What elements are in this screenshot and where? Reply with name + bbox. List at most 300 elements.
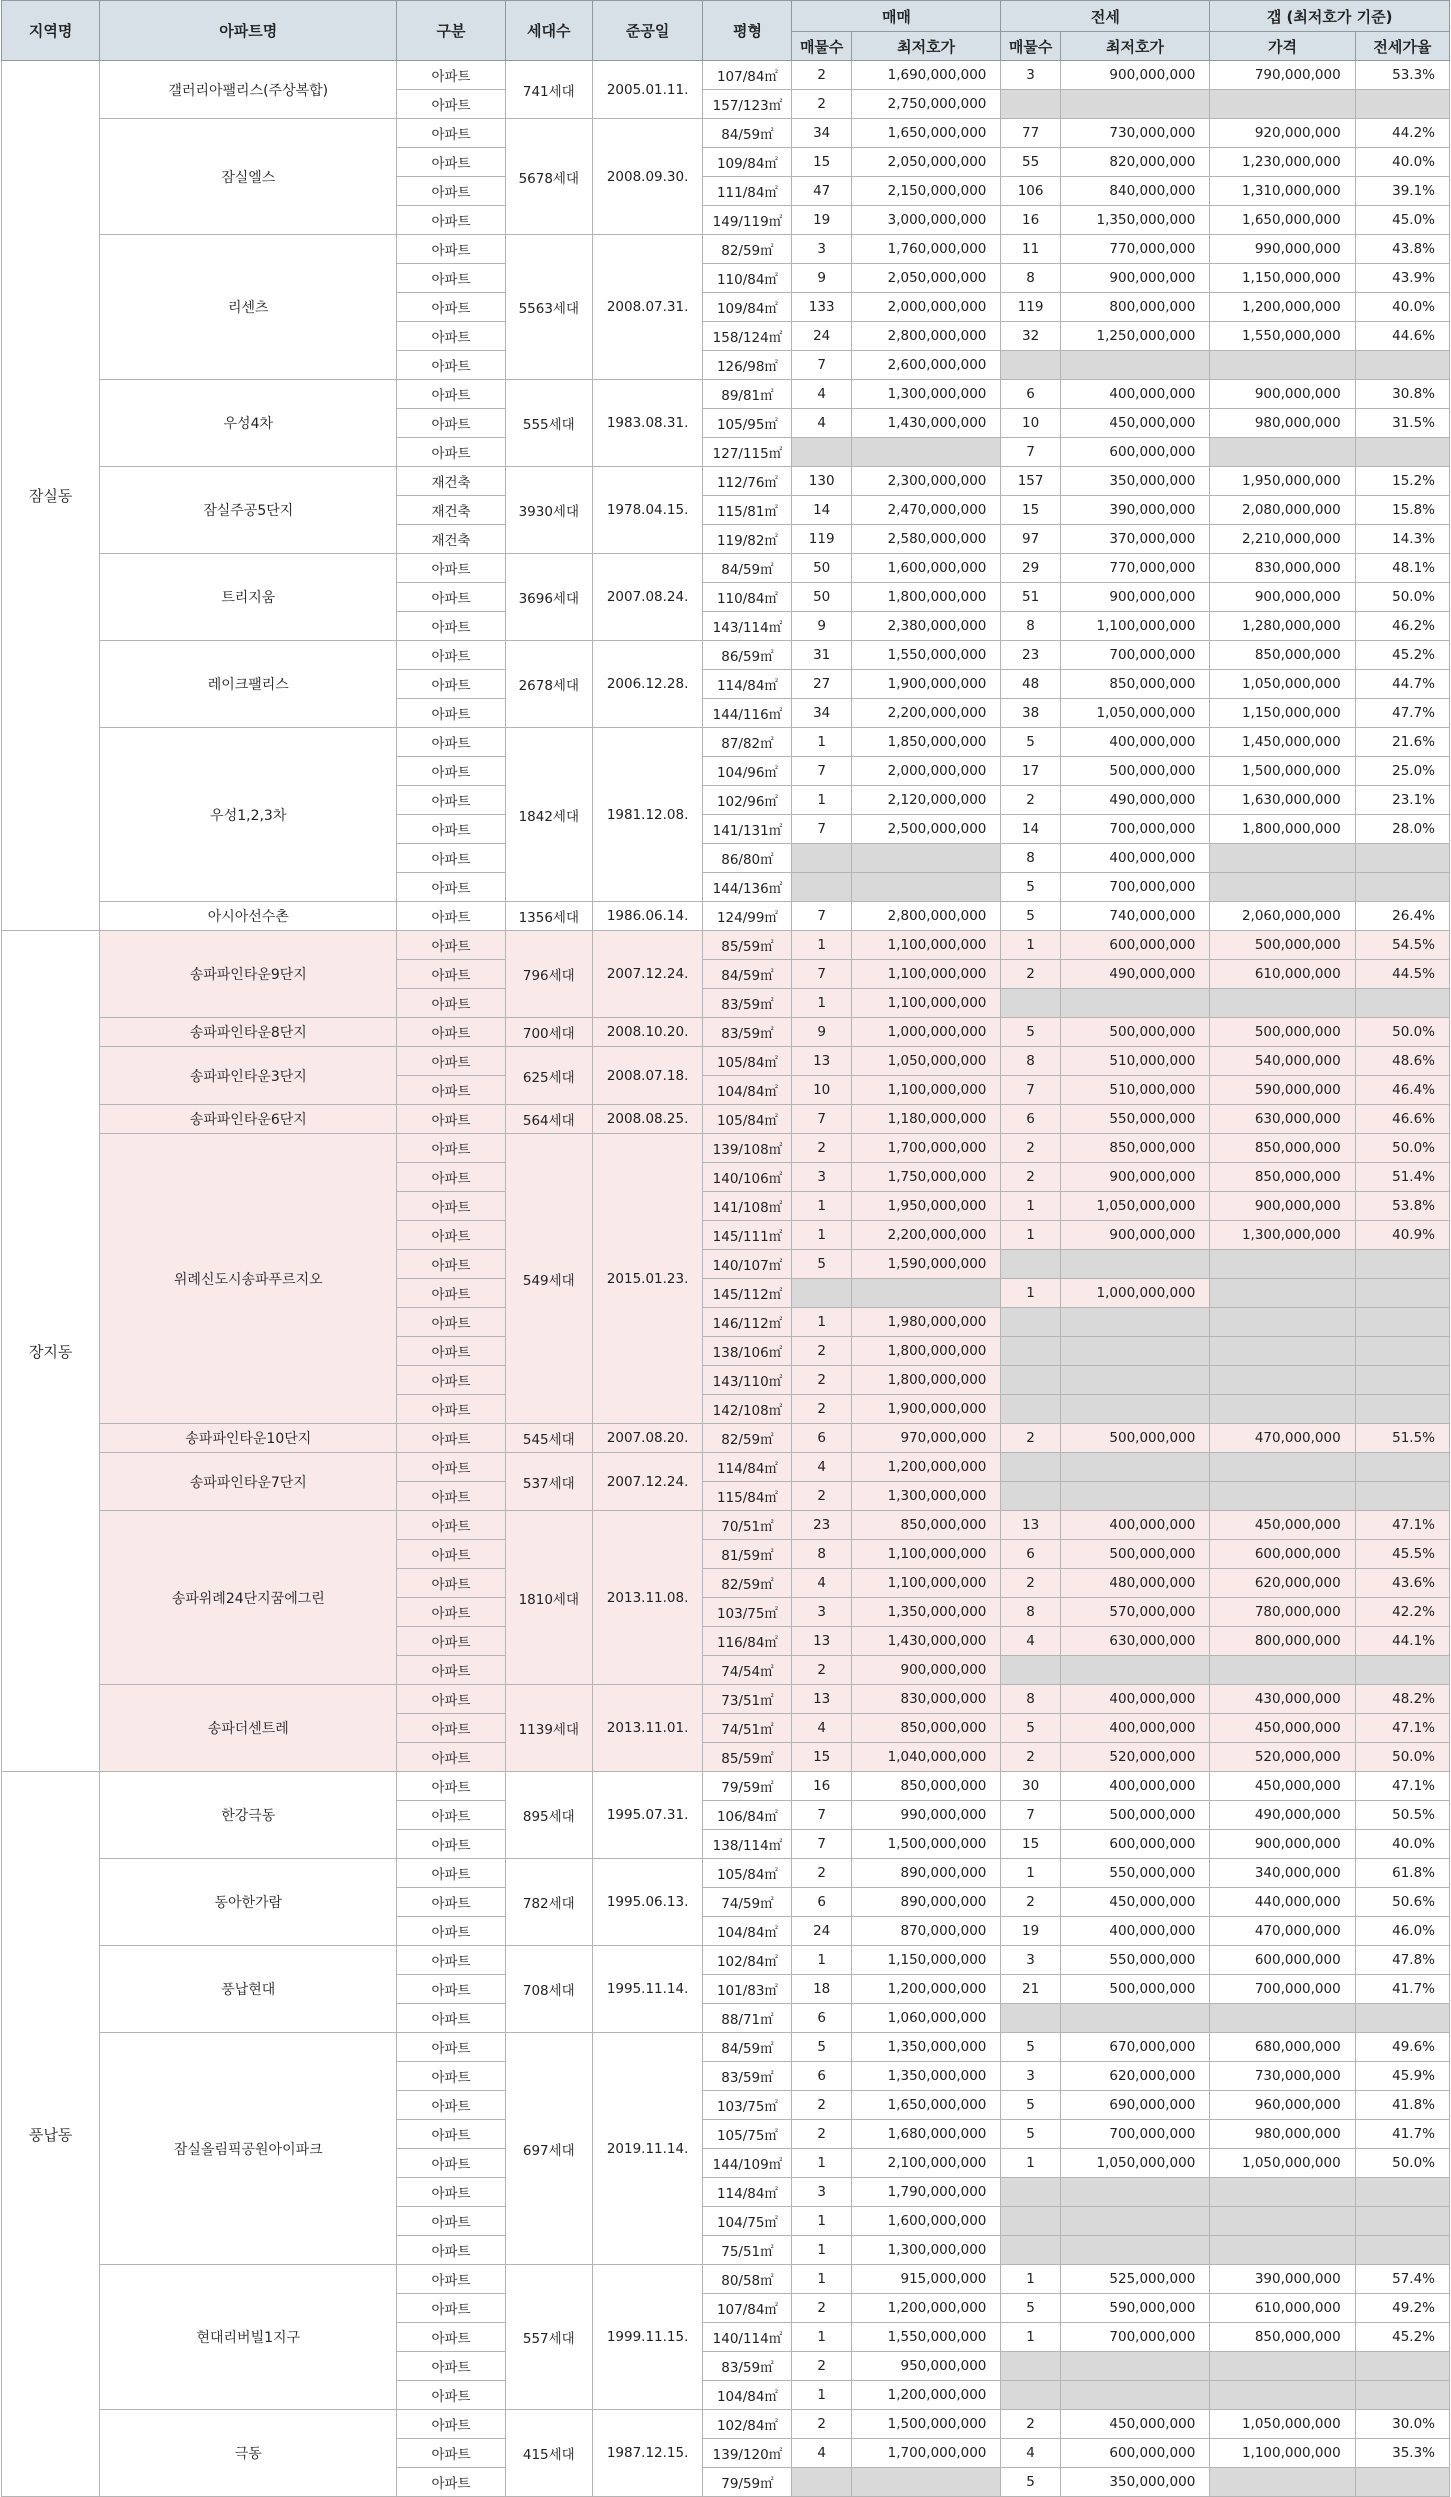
area-cell: 84/59㎡ bbox=[703, 119, 792, 148]
header-ratio: 전세가율 bbox=[1355, 32, 1449, 61]
type-cell: 아파트 bbox=[397, 2468, 506, 2497]
jeonse-count-cell: 7 bbox=[1001, 1801, 1060, 1830]
gap-price-cell: 610,000,000 bbox=[1210, 2294, 1355, 2323]
jeonse-count-cell: 1 bbox=[1001, 1221, 1060, 1250]
completion-date-cell: 2008.07.31. bbox=[592, 235, 703, 380]
area-cell: 104/84㎡ bbox=[703, 1076, 792, 1105]
jeonse-price-cell bbox=[1060, 90, 1210, 119]
jeonse-count-cell bbox=[1001, 2381, 1060, 2410]
completion-date-cell: 2007.08.20. bbox=[592, 1424, 703, 1453]
jeonse-ratio-cell bbox=[1355, 873, 1449, 902]
jeonse-price-cell: 400,000,000 bbox=[1060, 1772, 1210, 1801]
type-cell: 아파트 bbox=[397, 2004, 506, 2033]
jeonse-ratio-cell: 48.2% bbox=[1355, 1685, 1449, 1714]
type-cell: 아파트 bbox=[397, 786, 506, 815]
sale-price-cell: 1,590,000,000 bbox=[851, 1250, 1001, 1279]
area-cell: 105/75㎡ bbox=[703, 2120, 792, 2149]
area-cell: 138/106㎡ bbox=[703, 1337, 792, 1366]
sale-count-cell: 133 bbox=[792, 293, 851, 322]
sale-price-cell: 2,050,000,000 bbox=[851, 264, 1001, 293]
jeonse-count-cell: 8 bbox=[1001, 1598, 1060, 1627]
jeonse-count-cell: 32 bbox=[1001, 322, 1060, 351]
jeonse-price-cell: 770,000,000 bbox=[1060, 554, 1210, 583]
area-cell: 102/96㎡ bbox=[703, 786, 792, 815]
jeonse-count-cell bbox=[1001, 989, 1060, 1018]
area-cell: 88/71㎡ bbox=[703, 2004, 792, 2033]
jeonse-count-cell: 119 bbox=[1001, 293, 1060, 322]
jeonse-ratio-cell bbox=[1355, 2352, 1449, 2381]
gap-price-cell: 540,000,000 bbox=[1210, 1047, 1355, 1076]
jeonse-price-cell: 670,000,000 bbox=[1060, 2033, 1210, 2062]
sale-count-cell: 9 bbox=[792, 612, 851, 641]
sale-count-cell: 1 bbox=[792, 786, 851, 815]
sale-price-cell: 830,000,000 bbox=[851, 1685, 1001, 1714]
jeonse-price-cell: 450,000,000 bbox=[1060, 409, 1210, 438]
jeonse-count-cell: 14 bbox=[1001, 815, 1060, 844]
jeonse-ratio-cell: 41.7% bbox=[1355, 2120, 1449, 2149]
sale-count-cell: 15 bbox=[792, 1743, 851, 1772]
jeonse-price-cell: 900,000,000 bbox=[1060, 1221, 1210, 1250]
gap-price-cell bbox=[1210, 438, 1355, 467]
sale-price-cell: 870,000,000 bbox=[851, 1917, 1001, 1946]
jeonse-ratio-cell: 44.2% bbox=[1355, 119, 1449, 148]
jeonse-count-cell: 15 bbox=[1001, 1830, 1060, 1859]
jeonse-ratio-cell: 43.6% bbox=[1355, 1569, 1449, 1598]
jeonse-price-cell: 900,000,000 bbox=[1060, 61, 1210, 90]
jeonse-count-cell: 3 bbox=[1001, 1946, 1060, 1975]
type-cell: 재건축 bbox=[397, 525, 506, 554]
sale-count-cell: 7 bbox=[792, 902, 851, 931]
sale-price-cell: 1,850,000,000 bbox=[851, 728, 1001, 757]
completion-date-cell: 2013.11.08. bbox=[592, 1511, 703, 1685]
sale-count-cell: 2 bbox=[792, 2352, 851, 2381]
jeonse-ratio-cell: 40.9% bbox=[1355, 1221, 1449, 1250]
type-cell: 아파트 bbox=[397, 293, 506, 322]
jeonse-price-cell: 800,000,000 bbox=[1060, 293, 1210, 322]
sale-count-cell: 4 bbox=[792, 1569, 851, 1598]
area-cell: 104/75㎡ bbox=[703, 2207, 792, 2236]
jeonse-price-cell: 850,000,000 bbox=[1060, 1134, 1210, 1163]
jeonse-price-cell: 500,000,000 bbox=[1060, 1975, 1210, 2004]
jeonse-count-cell bbox=[1001, 90, 1060, 119]
sale-price-cell: 1,600,000,000 bbox=[851, 554, 1001, 583]
sale-count-cell: 2 bbox=[792, 2120, 851, 2149]
apt-name-cell: 잠실엘스 bbox=[100, 119, 397, 235]
sale-price-cell: 1,500,000,000 bbox=[851, 1830, 1001, 1859]
sale-price-cell: 1,100,000,000 bbox=[851, 1076, 1001, 1105]
type-cell: 아파트 bbox=[397, 728, 506, 757]
households-cell: 557세대 bbox=[505, 2265, 592, 2410]
jeonse-ratio-cell: 42.2% bbox=[1355, 1598, 1449, 1627]
sale-count-cell: 6 bbox=[792, 1424, 851, 1453]
jeonse-price-cell: 400,000,000 bbox=[1060, 380, 1210, 409]
completion-date-cell: 2013.11.01. bbox=[592, 1685, 703, 1772]
jeonse-count-cell: 1 bbox=[1001, 1859, 1060, 1888]
sale-price-cell: 1,650,000,000 bbox=[851, 119, 1001, 148]
sale-count-cell: 47 bbox=[792, 177, 851, 206]
gap-price-cell: 450,000,000 bbox=[1210, 1714, 1355, 1743]
region-group bbox=[2, 931, 1450, 1772]
jeonse-count-cell: 23 bbox=[1001, 641, 1060, 670]
area-cell: 70/51㎡ bbox=[703, 1511, 792, 1540]
jeonse-price-cell: 1,350,000,000 bbox=[1060, 206, 1210, 235]
header-gap-price: 가격 bbox=[1210, 32, 1355, 61]
region-group bbox=[2, 61, 1450, 931]
type-cell: 아파트 bbox=[397, 351, 506, 380]
jeonse-ratio-cell: 48.6% bbox=[1355, 1047, 1449, 1076]
sale-price-cell: 1,350,000,000 bbox=[851, 2062, 1001, 2091]
completion-date-cell: 2006.12.28. bbox=[592, 641, 703, 728]
table-row bbox=[2, 554, 1450, 583]
sale-count-cell: 2 bbox=[792, 90, 851, 119]
jeonse-price-cell: 730,000,000 bbox=[1060, 119, 1210, 148]
jeonse-count-cell bbox=[1001, 1308, 1060, 1337]
jeonse-price-cell: 400,000,000 bbox=[1060, 1511, 1210, 1540]
sale-count-cell: 3 bbox=[792, 2178, 851, 2207]
type-cell: 아파트 bbox=[397, 1076, 506, 1105]
jeonse-price-cell: 1,050,000,000 bbox=[1060, 1192, 1210, 1221]
jeonse-price-cell: 400,000,000 bbox=[1060, 1685, 1210, 1714]
sale-count-cell: 23 bbox=[792, 1511, 851, 1540]
households-cell: 782세대 bbox=[505, 1859, 592, 1946]
gap-price-cell bbox=[1210, 1337, 1355, 1366]
sale-count-cell: 7 bbox=[792, 960, 851, 989]
type-cell: 아파트 bbox=[397, 2091, 506, 2120]
jeonse-price-cell: 840,000,000 bbox=[1060, 177, 1210, 206]
sale-price-cell: 2,600,000,000 bbox=[851, 351, 1001, 380]
gap-price-cell: 790,000,000 bbox=[1210, 61, 1355, 90]
table-row bbox=[2, 1018, 1450, 1047]
jeonse-count-cell: 3 bbox=[1001, 2062, 1060, 2091]
sale-count-cell: 24 bbox=[792, 1917, 851, 1946]
gap-price-cell: 780,000,000 bbox=[1210, 1598, 1355, 1627]
jeonse-count-cell: 5 bbox=[1001, 2294, 1060, 2323]
sale-price-cell: 1,800,000,000 bbox=[851, 1337, 1001, 1366]
jeonse-price-cell: 500,000,000 bbox=[1060, 1018, 1210, 1047]
type-cell: 아파트 bbox=[397, 1627, 506, 1656]
jeonse-ratio-cell: 54.5% bbox=[1355, 931, 1449, 960]
sale-price-cell: 2,800,000,000 bbox=[851, 322, 1001, 351]
area-cell: 86/59㎡ bbox=[703, 641, 792, 670]
jeonse-price-cell: 500,000,000 bbox=[1060, 1424, 1210, 1453]
gap-price-cell: 1,650,000,000 bbox=[1210, 206, 1355, 235]
jeonse-ratio-cell: 41.7% bbox=[1355, 1975, 1449, 2004]
table-row bbox=[2, 119, 1450, 148]
gap-price-cell: 390,000,000 bbox=[1210, 2265, 1355, 2294]
gap-price-cell: 1,300,000,000 bbox=[1210, 1221, 1355, 1250]
type-cell: 아파트 bbox=[397, 554, 506, 583]
sale-count-cell: 1 bbox=[792, 1308, 851, 1337]
jeonse-ratio-cell: 50.0% bbox=[1355, 1018, 1449, 1047]
type-cell: 아파트 bbox=[397, 264, 506, 293]
area-cell: 158/124㎡ bbox=[703, 322, 792, 351]
type-cell: 아파트 bbox=[397, 1395, 506, 1424]
sale-count-cell bbox=[792, 438, 851, 467]
sale-count-cell: 24 bbox=[792, 322, 851, 351]
sale-count-cell: 16 bbox=[792, 1772, 851, 1801]
apt-name-cell: 우성4차 bbox=[100, 380, 397, 467]
sale-price-cell: 850,000,000 bbox=[851, 1511, 1001, 1540]
completion-date-cell: 2008.07.18. bbox=[592, 1047, 703, 1105]
jeonse-price-cell bbox=[1060, 1395, 1210, 1424]
area-cell: 141/108㎡ bbox=[703, 1192, 792, 1221]
sale-price-cell: 1,100,000,000 bbox=[851, 931, 1001, 960]
jeonse-ratio-cell: 47.1% bbox=[1355, 1511, 1449, 1540]
type-cell: 아파트 bbox=[397, 1250, 506, 1279]
sale-count-cell: 2 bbox=[792, 1366, 851, 1395]
jeonse-price-cell: 1,050,000,000 bbox=[1060, 2149, 1210, 2178]
area-cell: 84/59㎡ bbox=[703, 960, 792, 989]
jeonse-price-cell: 500,000,000 bbox=[1060, 757, 1210, 786]
gap-price-cell: 490,000,000 bbox=[1210, 1801, 1355, 1830]
area-cell: 103/75㎡ bbox=[703, 1598, 792, 1627]
sale-count-cell: 31 bbox=[792, 641, 851, 670]
gap-price-cell bbox=[1210, 2207, 1355, 2236]
area-cell: 83/59㎡ bbox=[703, 1018, 792, 1047]
jeonse-ratio-cell: 49.2% bbox=[1355, 2294, 1449, 2323]
households-cell: 796세대 bbox=[505, 931, 592, 1018]
type-cell: 아파트 bbox=[397, 1163, 506, 1192]
completion-date-cell: 2008.10.20. bbox=[592, 1018, 703, 1047]
jeonse-ratio-cell: 48.1% bbox=[1355, 554, 1449, 583]
sale-count-cell: 2 bbox=[792, 1337, 851, 1366]
jeonse-price-cell: 1,250,000,000 bbox=[1060, 322, 1210, 351]
jeonse-ratio-cell: 50.0% bbox=[1355, 2149, 1449, 2178]
jeonse-price-cell: 490,000,000 bbox=[1060, 786, 1210, 815]
gap-price-cell bbox=[1210, 2381, 1355, 2410]
type-cell: 아파트 bbox=[397, 1743, 506, 1772]
jeonse-ratio-cell: 39.1% bbox=[1355, 177, 1449, 206]
jeonse-price-cell: 400,000,000 bbox=[1060, 1917, 1210, 1946]
sale-count-cell: 7 bbox=[792, 1105, 851, 1134]
sale-count-cell: 7 bbox=[792, 815, 851, 844]
type-cell: 아파트 bbox=[397, 902, 506, 931]
apt-name-cell: 현대리버빌1지구 bbox=[100, 2265, 397, 2410]
header-jeonse-price: 최저호가 bbox=[1060, 32, 1210, 61]
jeonse-ratio-cell bbox=[1355, 1308, 1449, 1337]
gap-price-cell: 450,000,000 bbox=[1210, 1772, 1355, 1801]
jeonse-count-cell: 6 bbox=[1001, 1540, 1060, 1569]
jeonse-ratio-cell bbox=[1355, 2236, 1449, 2265]
sale-count-cell: 2 bbox=[792, 1656, 851, 1685]
area-cell: 80/58㎡ bbox=[703, 2265, 792, 2294]
gap-price-cell: 500,000,000 bbox=[1210, 1018, 1355, 1047]
sale-price-cell: 1,000,000,000 bbox=[851, 1018, 1001, 1047]
sale-count-cell: 3 bbox=[792, 1598, 851, 1627]
gap-price-cell: 850,000,000 bbox=[1210, 2323, 1355, 2352]
jeonse-price-cell: 820,000,000 bbox=[1060, 148, 1210, 177]
jeonse-price-cell: 510,000,000 bbox=[1060, 1076, 1210, 1105]
area-cell: 141/131㎡ bbox=[703, 815, 792, 844]
jeonse-count-cell: 2 bbox=[1001, 960, 1060, 989]
jeonse-price-cell bbox=[1060, 2236, 1210, 2265]
sale-price-cell: 2,050,000,000 bbox=[851, 148, 1001, 177]
gap-price-cell: 1,150,000,000 bbox=[1210, 264, 1355, 293]
gap-price-cell: 850,000,000 bbox=[1210, 1134, 1355, 1163]
area-cell: 84/59㎡ bbox=[703, 554, 792, 583]
gap-price-cell: 850,000,000 bbox=[1210, 1163, 1355, 1192]
jeonse-price-cell: 510,000,000 bbox=[1060, 1047, 1210, 1076]
gap-price-cell: 470,000,000 bbox=[1210, 1424, 1355, 1453]
type-cell: 아파트 bbox=[397, 322, 506, 351]
type-cell: 아파트 bbox=[397, 438, 506, 467]
jeonse-price-cell: 590,000,000 bbox=[1060, 2294, 1210, 2323]
type-cell: 아파트 bbox=[397, 1366, 506, 1395]
sale-price-cell: 1,200,000,000 bbox=[851, 1453, 1001, 1482]
area-cell: 144/116㎡ bbox=[703, 699, 792, 728]
jeonse-ratio-cell bbox=[1355, 2207, 1449, 2236]
jeonse-ratio-cell bbox=[1355, 351, 1449, 380]
sale-count-cell bbox=[792, 873, 851, 902]
jeonse-price-cell: 520,000,000 bbox=[1060, 1743, 1210, 1772]
gap-price-cell: 620,000,000 bbox=[1210, 1569, 1355, 1598]
jeonse-price-cell: 400,000,000 bbox=[1060, 844, 1210, 873]
jeonse-count-cell bbox=[1001, 1366, 1060, 1395]
sale-count-cell: 34 bbox=[792, 119, 851, 148]
gap-price-cell: 1,150,000,000 bbox=[1210, 699, 1355, 728]
jeonse-count-cell: 19 bbox=[1001, 1917, 1060, 1946]
area-cell: 146/112㎡ bbox=[703, 1308, 792, 1337]
area-cell: 114/84㎡ bbox=[703, 2178, 792, 2207]
gap-price-cell: 590,000,000 bbox=[1210, 1076, 1355, 1105]
jeonse-price-cell: 450,000,000 bbox=[1060, 2410, 1210, 2439]
header-sale-price: 최저호가 bbox=[851, 32, 1001, 61]
jeonse-ratio-cell: 61.8% bbox=[1355, 1859, 1449, 1888]
sale-count-cell: 34 bbox=[792, 699, 851, 728]
type-cell: 아파트 bbox=[397, 2439, 506, 2468]
table-row bbox=[2, 902, 1450, 931]
jeonse-ratio-cell bbox=[1355, 1366, 1449, 1395]
jeonse-count-cell bbox=[1001, 1453, 1060, 1482]
sale-price-cell: 1,300,000,000 bbox=[851, 1482, 1001, 1511]
type-cell: 아파트 bbox=[397, 61, 506, 90]
jeonse-price-cell: 400,000,000 bbox=[1060, 1714, 1210, 1743]
gap-price-cell: 700,000,000 bbox=[1210, 1975, 1355, 2004]
table-row bbox=[2, 1105, 1450, 1134]
area-cell: 109/84㎡ bbox=[703, 293, 792, 322]
jeonse-ratio-cell: 57.4% bbox=[1355, 2265, 1449, 2294]
jeonse-count-cell: 5 bbox=[1001, 728, 1060, 757]
gap-price-cell: 1,050,000,000 bbox=[1210, 2149, 1355, 2178]
households-cell: 537세대 bbox=[505, 1453, 592, 1511]
jeonse-count-cell: 5 bbox=[1001, 2468, 1060, 2497]
type-cell: 아파트 bbox=[397, 1337, 506, 1366]
jeonse-ratio-cell: 44.1% bbox=[1355, 1627, 1449, 1656]
sale-count-cell: 50 bbox=[792, 583, 851, 612]
area-cell: 83/59㎡ bbox=[703, 2062, 792, 2091]
area-cell: 82/59㎡ bbox=[703, 1569, 792, 1598]
area-cell: 143/114㎡ bbox=[703, 612, 792, 641]
gap-price-cell bbox=[1210, 1395, 1355, 1424]
jeonse-ratio-cell: 53.3% bbox=[1355, 61, 1449, 90]
type-cell: 아파트 bbox=[397, 2381, 506, 2410]
households-cell: 625세대 bbox=[505, 1047, 592, 1105]
area-cell: 116/84㎡ bbox=[703, 1627, 792, 1656]
type-cell: 아파트 bbox=[397, 1540, 506, 1569]
gap-price-cell: 900,000,000 bbox=[1210, 1830, 1355, 1859]
jeonse-ratio-cell bbox=[1355, 2178, 1449, 2207]
completion-date-cell: 2008.08.25. bbox=[592, 1105, 703, 1134]
sale-count-cell: 4 bbox=[792, 409, 851, 438]
sale-price-cell bbox=[851, 1279, 1001, 1308]
jeonse-price-cell: 1,050,000,000 bbox=[1060, 699, 1210, 728]
area-cell: 105/84㎡ bbox=[703, 1047, 792, 1076]
gap-price-cell: 1,800,000,000 bbox=[1210, 815, 1355, 844]
jeonse-ratio-cell: 45.9% bbox=[1355, 2062, 1449, 2091]
area-cell: 74/51㎡ bbox=[703, 1714, 792, 1743]
jeonse-count-cell: 2 bbox=[1001, 1743, 1060, 1772]
type-cell: 아파트 bbox=[397, 757, 506, 786]
sale-count-cell: 13 bbox=[792, 1627, 851, 1656]
jeonse-ratio-cell: 47.7% bbox=[1355, 699, 1449, 728]
jeonse-ratio-cell: 44.6% bbox=[1355, 322, 1449, 351]
sale-count-cell: 7 bbox=[792, 351, 851, 380]
sale-price-cell: 1,100,000,000 bbox=[851, 989, 1001, 1018]
sale-count-cell: 1 bbox=[792, 1221, 851, 1250]
jeonse-count-cell bbox=[1001, 2178, 1060, 2207]
gap-price-cell: 600,000,000 bbox=[1210, 1946, 1355, 1975]
jeonse-ratio-cell: 50.0% bbox=[1355, 583, 1449, 612]
completion-date-cell: 1986.06.14. bbox=[592, 902, 703, 931]
area-cell: 139/108㎡ bbox=[703, 1134, 792, 1163]
jeonse-count-cell: 13 bbox=[1001, 1511, 1060, 1540]
jeonse-ratio-cell: 47.8% bbox=[1355, 1946, 1449, 1975]
apt-name-cell: 잠실올림픽공원아이파크 bbox=[100, 2033, 397, 2265]
type-cell: 아파트 bbox=[397, 699, 506, 728]
apt-name-cell: 동아한가람 bbox=[100, 1859, 397, 1946]
sale-count-cell: 15 bbox=[792, 148, 851, 177]
gap-price-cell bbox=[1210, 873, 1355, 902]
area-cell: 86/80㎡ bbox=[703, 844, 792, 873]
jeonse-count-cell: 2 bbox=[1001, 786, 1060, 815]
gap-price-cell: 1,550,000,000 bbox=[1210, 322, 1355, 351]
gap-price-cell: 630,000,000 bbox=[1210, 1105, 1355, 1134]
apt-name-cell: 트리지움 bbox=[100, 554, 397, 641]
type-cell: 아파트 bbox=[397, 1482, 506, 1511]
type-cell: 아파트 bbox=[397, 612, 506, 641]
type-cell: 아파트 bbox=[397, 1308, 506, 1337]
jeonse-price-cell bbox=[1060, 1250, 1210, 1279]
type-cell: 아파트 bbox=[397, 1888, 506, 1917]
jeonse-count-cell: 10 bbox=[1001, 409, 1060, 438]
apt-name-cell: 잠실주공5단지 bbox=[100, 467, 397, 554]
jeonse-count-cell: 1 bbox=[1001, 1279, 1060, 1308]
type-cell: 아파트 bbox=[397, 1221, 506, 1250]
jeonse-count-cell: 6 bbox=[1001, 380, 1060, 409]
gap-price-cell: 1,500,000,000 bbox=[1210, 757, 1355, 786]
jeonse-count-cell bbox=[1001, 2207, 1060, 2236]
jeonse-price-cell: 900,000,000 bbox=[1060, 1163, 1210, 1192]
jeonse-count-cell: 51 bbox=[1001, 583, 1060, 612]
jeonse-price-cell bbox=[1060, 1656, 1210, 1685]
jeonse-price-cell bbox=[1060, 1366, 1210, 1395]
type-cell: 재건축 bbox=[397, 496, 506, 525]
jeonse-price-cell bbox=[1060, 989, 1210, 1018]
jeonse-ratio-cell: 50.0% bbox=[1355, 1743, 1449, 1772]
sale-price-cell: 1,100,000,000 bbox=[851, 960, 1001, 989]
jeonse-price-cell: 690,000,000 bbox=[1060, 2091, 1210, 2120]
sale-count-cell: 2 bbox=[792, 2410, 851, 2439]
sale-price-cell: 1,900,000,000 bbox=[851, 670, 1001, 699]
jeonse-count-cell bbox=[1001, 1482, 1060, 1511]
jeonse-count-cell: 5 bbox=[1001, 902, 1060, 931]
table-row bbox=[2, 1685, 1450, 1714]
sale-count-cell: 6 bbox=[792, 2004, 851, 2033]
jeonse-price-cell: 600,000,000 bbox=[1060, 1830, 1210, 1859]
sale-count-cell: 7 bbox=[792, 1801, 851, 1830]
sale-price-cell: 2,150,000,000 bbox=[851, 177, 1001, 206]
jeonse-price-cell: 700,000,000 bbox=[1060, 641, 1210, 670]
